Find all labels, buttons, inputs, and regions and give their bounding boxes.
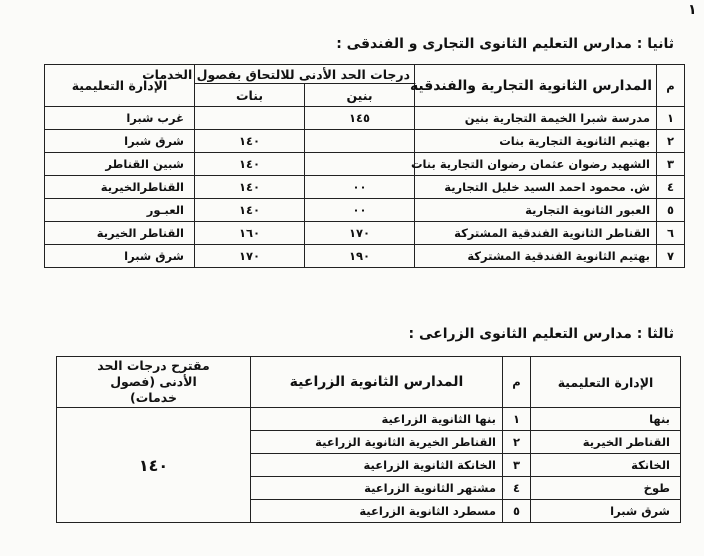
col-header-school: المدارس الثانوية التجارية والفندقية — [415, 65, 657, 107]
col-header-min-grades: درجات الحد الأدنى للالتحاق بفصول الخدمات — [195, 65, 415, 84]
col-header-admin: الإدارة التعليمية — [45, 65, 195, 107]
row-num: ٢ — [657, 130, 685, 153]
school-name: القناطر الخيرية الثانوية الزراعية — [251, 431, 503, 454]
table-header-row — [57, 357, 681, 408]
page-mark: ١ — [688, 2, 697, 18]
col-header-girls: بنات — [195, 84, 305, 107]
proposal-value: ١٤٠ — [57, 408, 251, 523]
school-name: بهتيم الثانوية الفندقية المشتركة — [415, 245, 657, 268]
school-name: ش. محمود احمد السيد خليل التجارية — [415, 176, 657, 199]
table-row — [45, 153, 685, 176]
admin-name: طوخ — [531, 477, 681, 500]
school-name: الشهيد رضوان عثمان رضوان التجارية بنات — [415, 153, 657, 176]
col-header-proposal: مقترح درجات الحد الأدنى (فصول خدمات) — [57, 357, 251, 408]
school-name: الخانكة الثانوية الزراعية — [251, 454, 503, 477]
girls-grade: ١٤٠ — [195, 176, 305, 199]
boys-grade: ٠٠ — [305, 176, 415, 199]
school-name: بنها الثانوية الزراعية — [251, 408, 503, 431]
row-num: ٢ — [503, 431, 531, 454]
admin-name: شرق شبرا — [45, 245, 195, 268]
admin-name: شبين القناطر — [45, 153, 195, 176]
school-name: العبور الثانوية التجارية — [415, 199, 657, 222]
col-header-num: م — [503, 357, 531, 408]
row-num: ١ — [503, 408, 531, 431]
school-name: مسطرد الثانوية الزراعية — [251, 500, 503, 523]
table-header-row — [45, 65, 685, 84]
boys-grade: ١٤٥ — [305, 107, 415, 130]
row-num: ٦ — [657, 222, 685, 245]
section2-heading: ثانيا : مدارس التعليم الثانوى التجارى و الفندقى : — [336, 36, 674, 52]
school-name: بهتيم الثانوية التجارية بنات — [415, 130, 657, 153]
school-name: مشتهر الثانوية الزراعية — [251, 477, 503, 500]
row-num: ١ — [657, 107, 685, 130]
admin-name: العبـور — [45, 199, 195, 222]
admin-name: شرق شبرا — [531, 500, 681, 523]
section3-heading: ثالثا : مدارس التعليم الثانوى الزراعى : — [408, 326, 674, 342]
admin-name: غرب شبرا — [45, 107, 195, 130]
table-row — [45, 107, 685, 130]
row-num: ٤ — [503, 477, 531, 500]
girls-grade: ١٤٠ — [195, 130, 305, 153]
table-row — [45, 130, 685, 153]
row-num: ٣ — [503, 454, 531, 477]
boys-grade — [305, 130, 415, 153]
col-header-boys: بنين — [305, 84, 415, 107]
admin-name: القناطر الخيرية — [531, 431, 681, 454]
admin-name: القناطر الخيرية — [45, 222, 195, 245]
school-name: القناطر الثانوية الفندقية المشتركة — [415, 222, 657, 245]
row-num: ٥ — [657, 199, 685, 222]
table-row — [45, 245, 685, 268]
table-row — [45, 199, 685, 222]
girls-grade: ١٤٠ — [195, 199, 305, 222]
row-num: ٤ — [657, 176, 685, 199]
boys-grade: ١٧٠ — [305, 222, 415, 245]
boys-grade: ١٩٠ — [305, 245, 415, 268]
row-num: ٥ — [503, 500, 531, 523]
commercial-schools-table — [44, 64, 685, 268]
boys-grade — [305, 153, 415, 176]
girls-grade — [195, 107, 305, 130]
school-name: مدرسة شبرا الخيمة التجارية بنين — [415, 107, 657, 130]
admin-name: شرق شبرا — [45, 130, 195, 153]
table-row — [45, 176, 685, 199]
col-header-num: م — [657, 65, 685, 107]
col-header-admin: الإدارة التعليمية — [531, 357, 681, 408]
table-row — [45, 222, 685, 245]
boys-grade: ٠٠ — [305, 199, 415, 222]
agricultural-schools-table — [56, 356, 681, 523]
admin-name: الخانكة — [531, 454, 681, 477]
row-num: ٣ — [657, 153, 685, 176]
table-row — [57, 408, 681, 431]
admin-name: القناطرالخيرية — [45, 176, 195, 199]
admin-name: بنها — [531, 408, 681, 431]
girls-grade: ١٤٠ — [195, 153, 305, 176]
col-header-school: المدارس الثانوية الزراعية — [251, 357, 503, 408]
girls-grade: ١٦٠ — [195, 222, 305, 245]
girls-grade: ١٧٠ — [195, 245, 305, 268]
row-num: ٧ — [657, 245, 685, 268]
